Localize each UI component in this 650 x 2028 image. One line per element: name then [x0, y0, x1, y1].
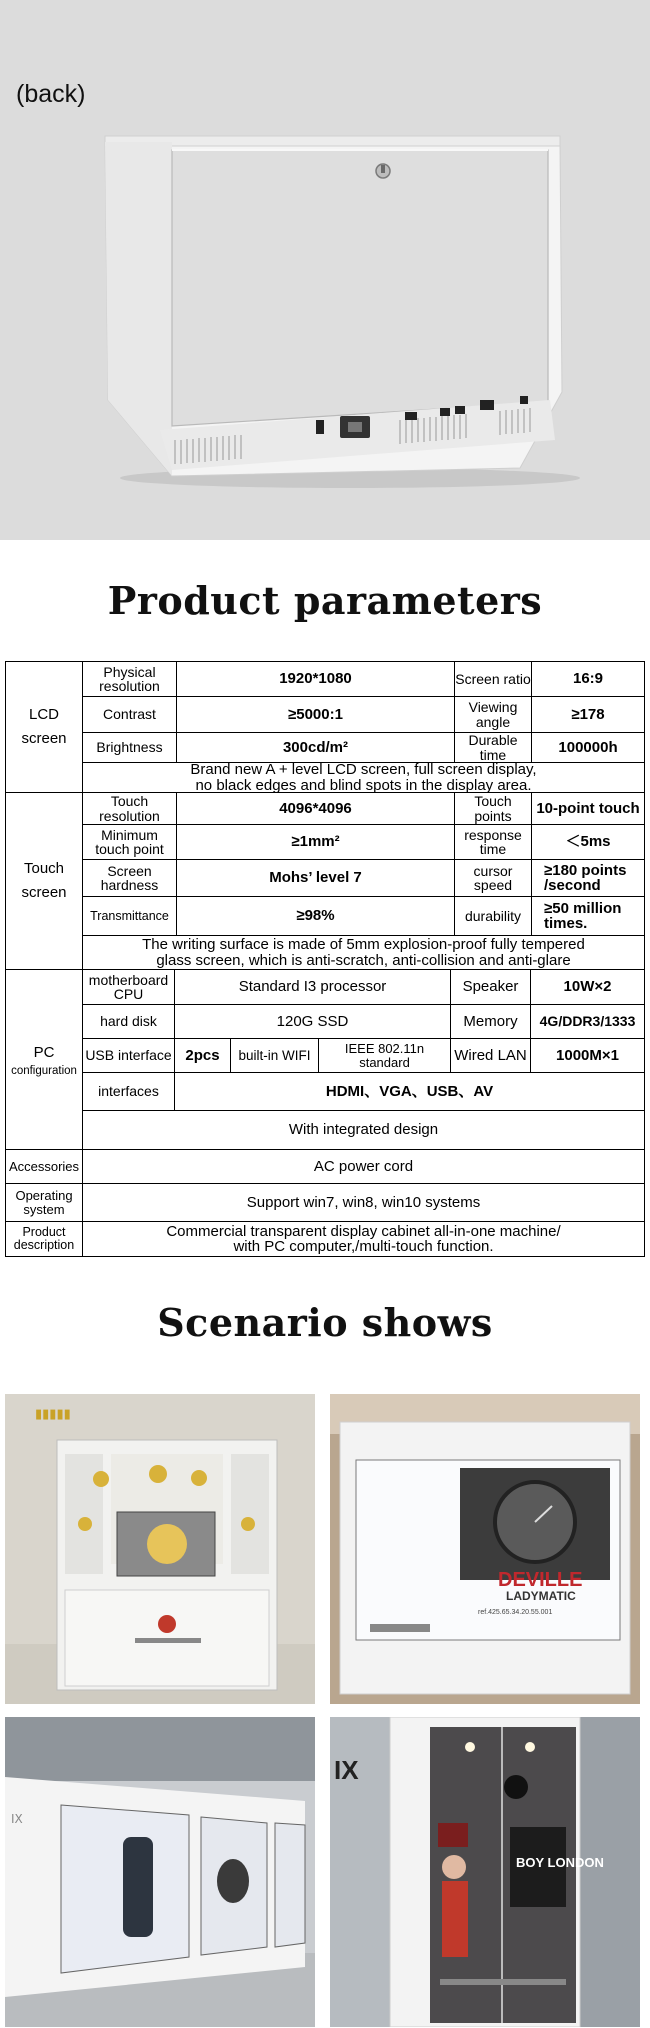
group-pc-configuration: PC configuration — [6, 970, 83, 1150]
product-description-value: Commercial transparent display cabinet all-in-one machine/ with PC computer,/multi-touch function. — [166, 1222, 561, 1255]
product-description-label: Product description — [6, 1222, 83, 1256]
scenario-photo-jewelry — [5, 1394, 315, 1704]
back-view-label: (back) — [16, 80, 86, 108]
cursor-speed-value: ≥180 points /second — [532, 860, 644, 897]
group-lcd-screen: LCD screen — [6, 662, 83, 793]
durable-time-value: 100000h — [532, 733, 644, 763]
hard-disk-label: hard disk — [83, 1005, 175, 1039]
cpu-value: Standard I3 processor — [175, 970, 451, 1005]
spec-table — [5, 661, 645, 1257]
wifi-standard-value: IEEE 802.11n standard — [319, 1039, 451, 1073]
operating-system-label: Operating system — [6, 1184, 83, 1222]
svg-text:IX: IX — [334, 1755, 359, 1785]
min-touch-point-label: Minimum touch point — [83, 825, 177, 860]
wifi-value: built-in WIFI — [231, 1039, 319, 1073]
ladymatic-text: LADYMATIC — [506, 1589, 576, 1603]
scenario-photo-fashion — [330, 1717, 640, 2027]
brightness-value: 300cd/m² — [177, 733, 455, 763]
screen-ratio-value: 16:9 — [532, 662, 644, 697]
watch-ref-text: ref.425.65.34.20.55.001 — [478, 1609, 553, 1616]
viewing-angle-value: ≥178 — [532, 697, 644, 733]
durable-time-label: Durable time — [455, 733, 532, 763]
touch-note: The writing surface is made of 5mm explosion-proof fully tempered glass screen, which is anti-scratch, anti-collision and anti-glare — [83, 936, 644, 970]
group-touch-screen: Touch screen — [6, 793, 83, 970]
physical-resolution-label: Physical resolution — [83, 662, 177, 697]
memory-label: Memory — [451, 1005, 531, 1039]
scenario-shows-heading: Scenario shows — [157, 1300, 493, 1345]
operating-system-value: Support win7, win8, win10 systems — [83, 1184, 644, 1222]
transmittance-label: Transmittance — [83, 897, 177, 936]
touch-points-value: 10-point touch — [532, 793, 644, 825]
contrast-value: ≥5000:1 — [177, 697, 455, 733]
screen-ratio-label: Screen ratio — [455, 662, 532, 697]
cpu-label: motherboard CPU — [83, 970, 175, 1005]
touch-resolution-value: 4096*4096 — [177, 793, 455, 825]
brightness-label: Brightness — [83, 733, 177, 763]
integrated-design-value: With integrated design — [83, 1111, 644, 1150]
usb-value: 2pcs — [175, 1039, 231, 1073]
lcd-note: Brand new A + level LCD screen, full screen display, no black edges and blind spots in the display area. — [83, 763, 644, 793]
accessories-label: Accessories — [6, 1150, 83, 1184]
response-time-label: response time — [455, 825, 532, 860]
cursor-speed-label: cursor speed — [455, 860, 532, 897]
cabinet-back-illustration — [0, 0, 650, 540]
interfaces-value: HDMI、VGA、USB、AV — [175, 1073, 644, 1111]
usb-label: USB interface — [83, 1039, 175, 1073]
svg-text:▮▮▮▮▮: ▮▮▮▮▮ — [35, 1407, 71, 1422]
min-touch-point-value: ≥1mm² — [177, 825, 455, 860]
contrast-label: Contrast — [83, 697, 177, 733]
transmittance-value: ≥98% — [177, 897, 455, 936]
wired-lan-value: 1000M×1 — [531, 1039, 644, 1073]
durability-label: durability — [455, 897, 532, 936]
deville-brand-text: DEVILLE — [498, 1569, 583, 1591]
product-parameters-heading: Product parameters — [107, 578, 543, 623]
touch-points-label: Touch points — [455, 793, 532, 825]
booth-logo-text: IX — [11, 1812, 23, 1826]
back-view-photo — [0, 0, 650, 540]
scenario-photo-booth — [5, 1717, 315, 2027]
physical-resolution-value: 1920*1080 — [177, 662, 455, 697]
durability-value: ≥50 million times. — [532, 897, 644, 936]
viewing-angle-label: Viewing angle — [455, 697, 532, 733]
speaker-value: 10W×2 — [531, 970, 644, 1005]
scenario-photo-watch — [330, 1394, 640, 1704]
accessories-value: AC power cord — [83, 1150, 644, 1184]
touch-resolution-label: Touch resolution — [83, 793, 177, 825]
hard-disk-value: 120G SSD — [175, 1005, 451, 1039]
interfaces-label: interfaces — [83, 1073, 175, 1111]
response-time-value: ＜5ms — [532, 825, 644, 860]
screen-hardness-value: Mohs’ level 7 — [177, 860, 455, 897]
memory-value: 4G/DDR3/1333 — [531, 1005, 644, 1039]
shirt-print-text: BOY LONDON — [516, 1855, 604, 1870]
screen-hardness-label: Screen hardness — [83, 860, 177, 897]
wired-lan-label: Wired LAN — [451, 1039, 531, 1073]
speaker-label: Speaker — [451, 970, 531, 1005]
